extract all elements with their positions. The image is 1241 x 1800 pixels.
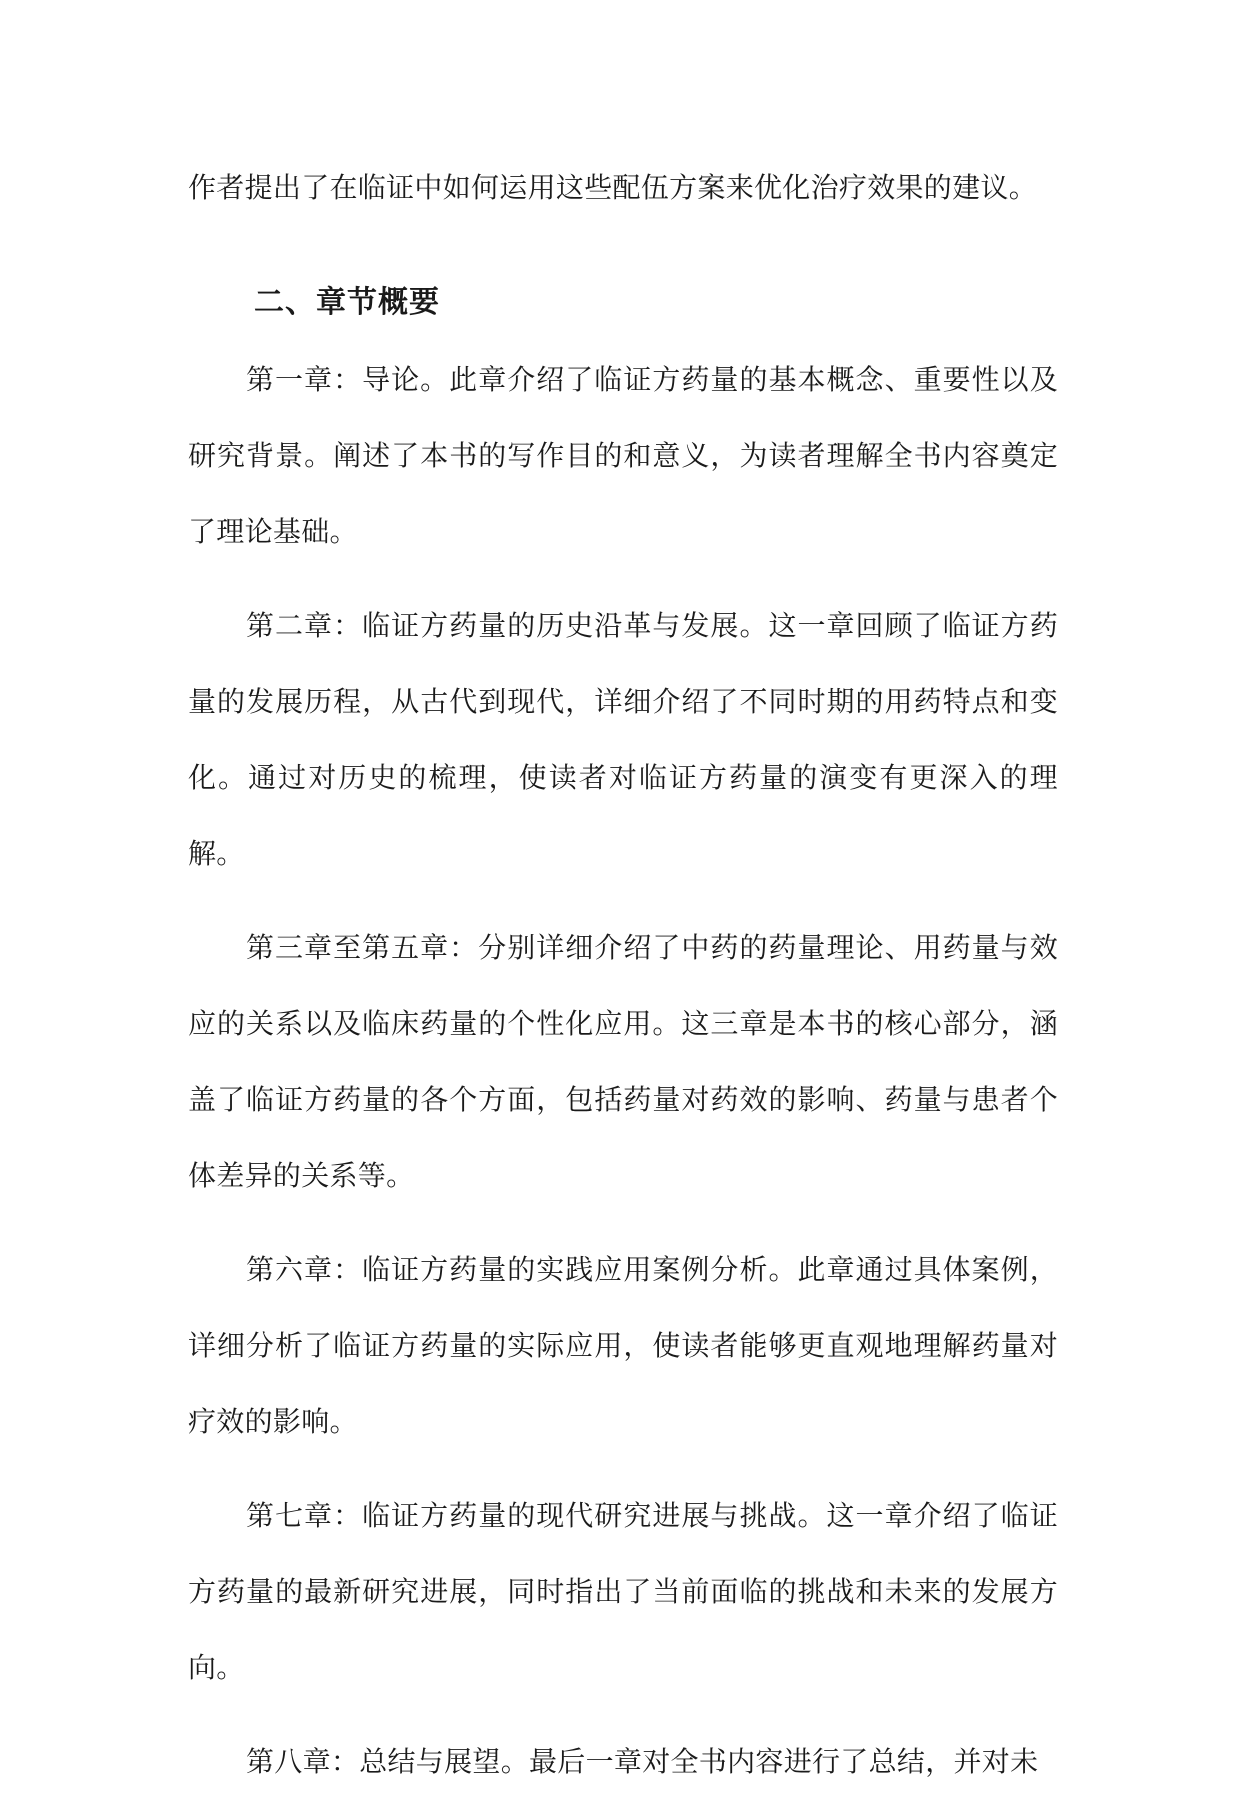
chapter-1-paragraph: 第一章：导论。此章介绍了临证方药量的基本概念、重要性以及研究背景。阐述了本书的写作目的和意义，为读者理解全书内容奠定了理论基础。 <box>188 363 1058 548</box>
document-page <box>188 150 1058 1800</box>
section-heading: 二、章节概要 <box>254 285 440 320</box>
chapter-7-paragraph: 第七章：临证方药量的现代研究进展与挑战。这一章介绍了临证方药量的最新研究进展，同时指出了当前面临的挑战和未来的发展方向。 <box>188 1499 1058 1684</box>
chapter-8-paragraph: 第八章：总结与展望。最后一章对全书内容进行了总结，并对未 <box>246 1745 1039 1778</box>
chapter-2-paragraph: 第二章：临证方药量的历史沿革与发展。这一章回顾了临证方药量的发展历程，从古代到现代，详细介绍了不同时期的用药特点和变化。通过对历史的梳理，使读者对临证方药量的演变有更深入的理解。 <box>188 609 1058 870</box>
intro-tail-paragraph: 作者提出了在临证中如何运用这些配伍方案来优化治疗效果的建议。 <box>188 171 1038 204</box>
chapter-6-paragraph: 第六章：临证方药量的实践应用案例分析。此章通过具体案例，详细分析了临证方药量的实际应用，使读者能够更直观地理解药量对疗效的影响。 <box>188 1253 1058 1438</box>
chapter-3-5-paragraph: 第三章至第五章：分别详细介绍了中药的药量理论、用药量与效应的关系以及临床药量的个性化应用。这三章是本书的核心部分，涵盖了临证方药量的各个方面，包括药量对药效的影响、药量与患者个体差异的关系等。 <box>188 931 1058 1192</box>
